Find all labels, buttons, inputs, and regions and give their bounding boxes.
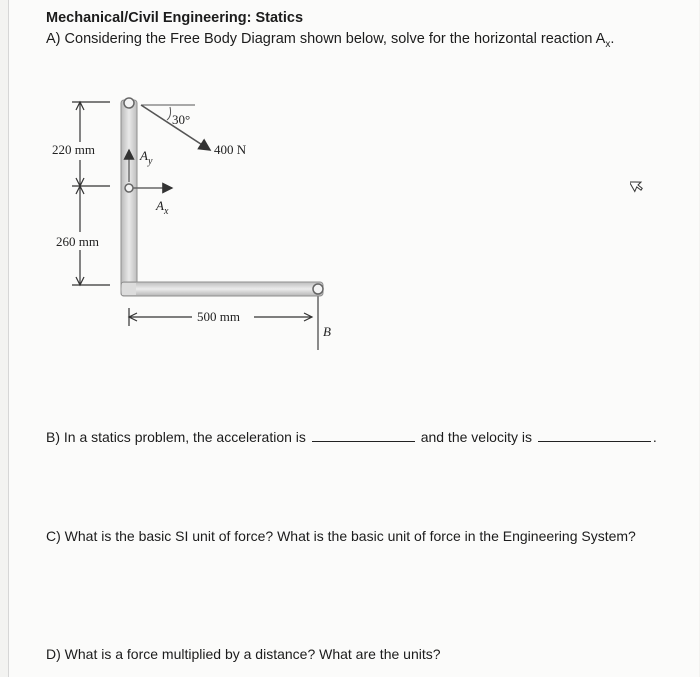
point-b-label: B	[323, 324, 331, 339]
question-b	[46, 429, 657, 445]
dim-220-label: 220 mm	[52, 142, 95, 157]
question-d: D) What is a force multiplied by a distance? What are the units?	[46, 646, 441, 662]
question-a-subscript: x	[605, 38, 611, 50]
mouse-cursor-icon	[630, 176, 646, 194]
question-b-part2: and the velocity is	[420, 429, 532, 445]
question-b-period: .	[652, 429, 657, 445]
acceleration-blank[interactable]	[312, 441, 415, 442]
question-c: C) What is the basic SI unit of force? What is the basic unit of force in the Engineering System?	[46, 528, 636, 544]
question-a-text: A) Considering the Free Body Diagram shown below, solve for the horizontal reaction A	[46, 31, 606, 47]
velocity-blank[interactable]	[538, 441, 651, 442]
pin-b	[313, 284, 323, 294]
page-title: Mechanical/Civil Engineering: Statics	[46, 10, 304, 26]
dim-260-label: 260 mm	[56, 234, 99, 249]
dimension-left	[72, 102, 110, 285]
pin-top	[124, 98, 134, 108]
ax-label: $A_x$	[156, 198, 169, 217]
pin-a	[125, 184, 133, 192]
angle-label: 30°	[172, 112, 191, 127]
ay-label: $A_y$	[140, 148, 153, 167]
dim-500-label: 500 mm	[197, 309, 240, 324]
question-b-part1: B) In a statics problem, the acceleration is	[46, 429, 306, 445]
l-bracket	[121, 100, 323, 296]
question-a-period: .	[610, 31, 615, 47]
force-label: 400 N	[214, 142, 247, 157]
